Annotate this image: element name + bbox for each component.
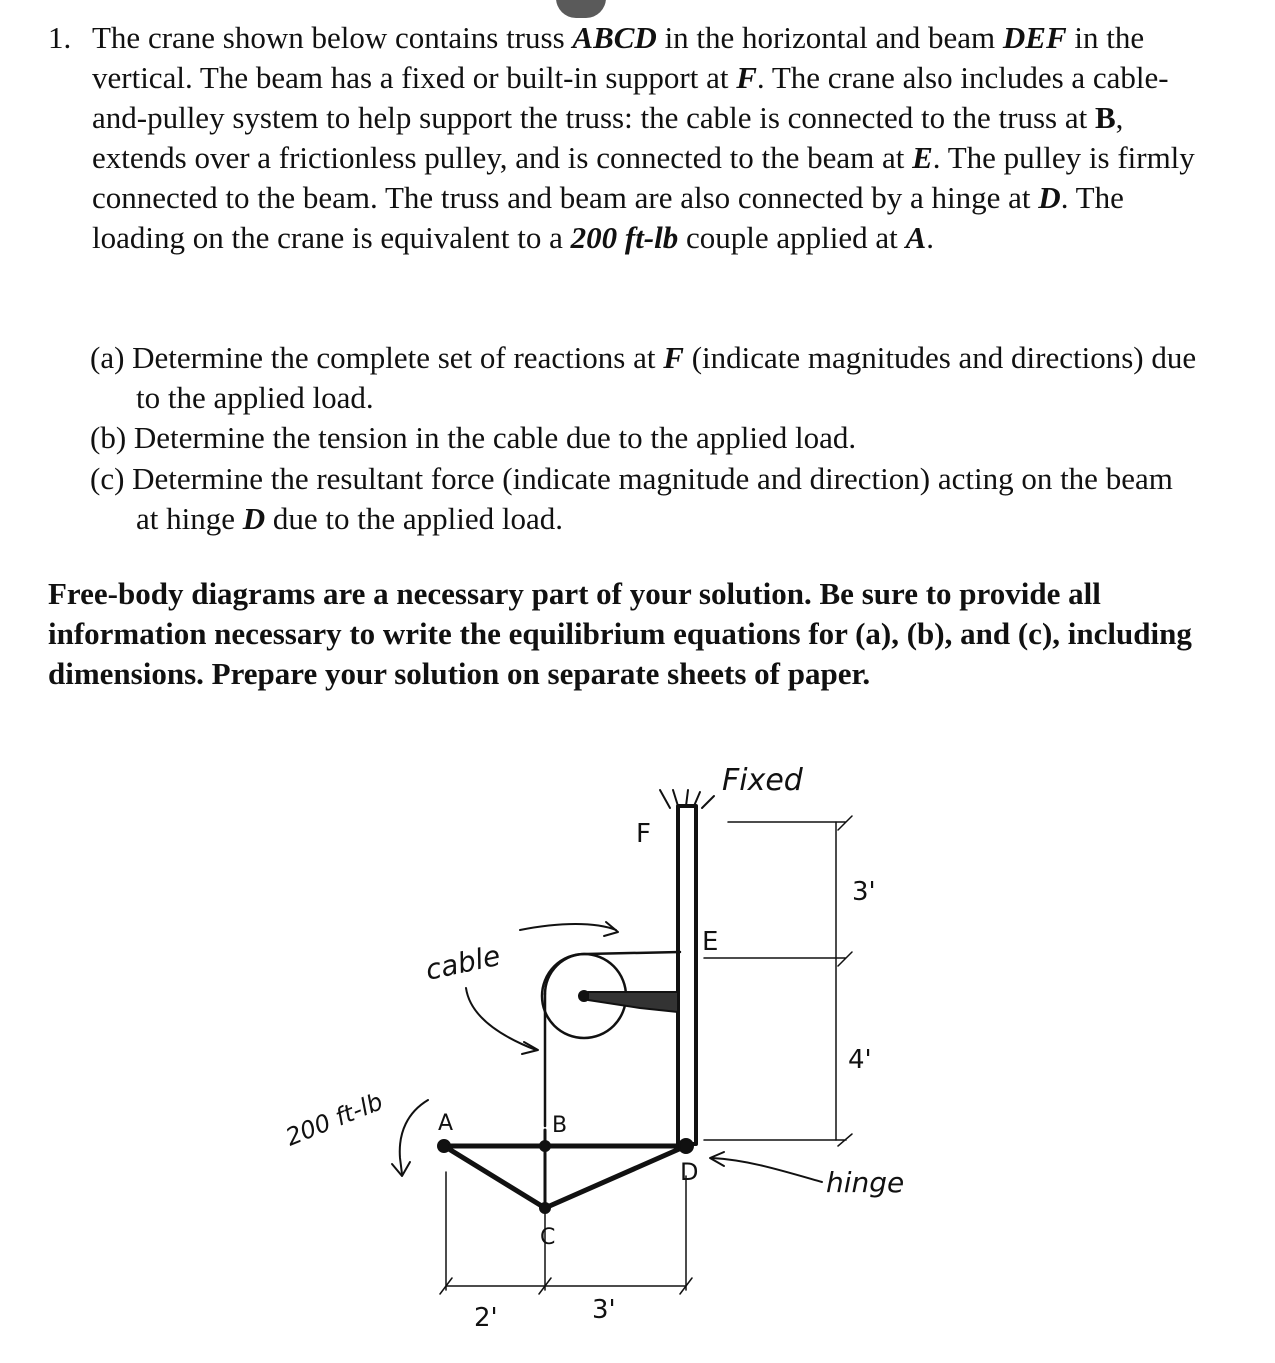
joint-a	[438, 1140, 450, 1152]
dim-label-3ft-horizontal: 3'	[592, 1295, 616, 1325]
joint-b	[540, 1141, 550, 1151]
instructions-note: Free-body diagrams are a necessary part of your solution. Be sure to provide all information necessary to write the equilibrium equations for (a), (b), and (c), including dimensions. Prepare your solution on separate sheets of paper.	[48, 576, 1192, 691]
label-couple: 200 ft-lb	[281, 1087, 387, 1152]
pulley-leader	[520, 924, 616, 930]
joint-d-hinge	[679, 1139, 693, 1153]
label-e: E	[702, 927, 719, 957]
dim-ext-d	[704, 1134, 852, 1146]
problem-number: 1.	[48, 20, 72, 55]
truss-member-ac	[444, 1146, 545, 1208]
hinge-leader	[712, 1158, 822, 1182]
dim-label-4ft: 4'	[848, 1045, 872, 1075]
dim-label-3ft-vertical: 3'	[852, 877, 876, 907]
pulley-bracket	[588, 992, 678, 1012]
label-hinge: hinge	[826, 1166, 905, 1199]
couple-arc	[400, 1100, 428, 1174]
part-c: (c) Determine the resultant force (indicate magnitude and direction) acting on the beam at hinge D due to the applied load.	[90, 460, 1173, 536]
beam-def	[678, 806, 696, 1144]
label-f: F	[636, 819, 651, 849]
dim-ext-f	[728, 816, 852, 830]
truss-member-cd	[545, 1146, 686, 1208]
label-cable: cable	[422, 938, 504, 987]
problem-text: The crane shown below contains truss ABCD in the horizontal and beam DEF in the vertical. The beam has a fixed or built-in support at F. The crane also includes a cable-and-pulley system to help support the truss: the cable is connected to the truss at B, extends over a frictionless pulley, and is connected to the beam at E. The pulley is firmly connected to the beam. The truss and beam are also connected by a hinge at D. The loading on the crane is equivalent to a 200 ft-lb couple applied at A.	[92, 20, 1195, 256]
part-a: (a) Determine the complete set of reactions at F (indicate magnitudes and directions) due to the applied load.	[90, 340, 1197, 416]
label-d: D	[680, 1158, 699, 1186]
dim-label-2ft: 2'	[474, 1303, 498, 1333]
label-fixed: Fixed	[722, 763, 803, 798]
cable-over-pulley	[545, 952, 680, 994]
label-b: B	[552, 1113, 568, 1138]
dim-ext-e	[704, 952, 852, 966]
part-b: (b) Determine the tension in the cable due to the applied load.	[90, 420, 857, 456]
dim-ext-horizontal	[446, 1172, 686, 1290]
label-c: C	[540, 1225, 556, 1250]
cable-leader	[466, 988, 536, 1050]
label-a: A	[438, 1111, 454, 1136]
